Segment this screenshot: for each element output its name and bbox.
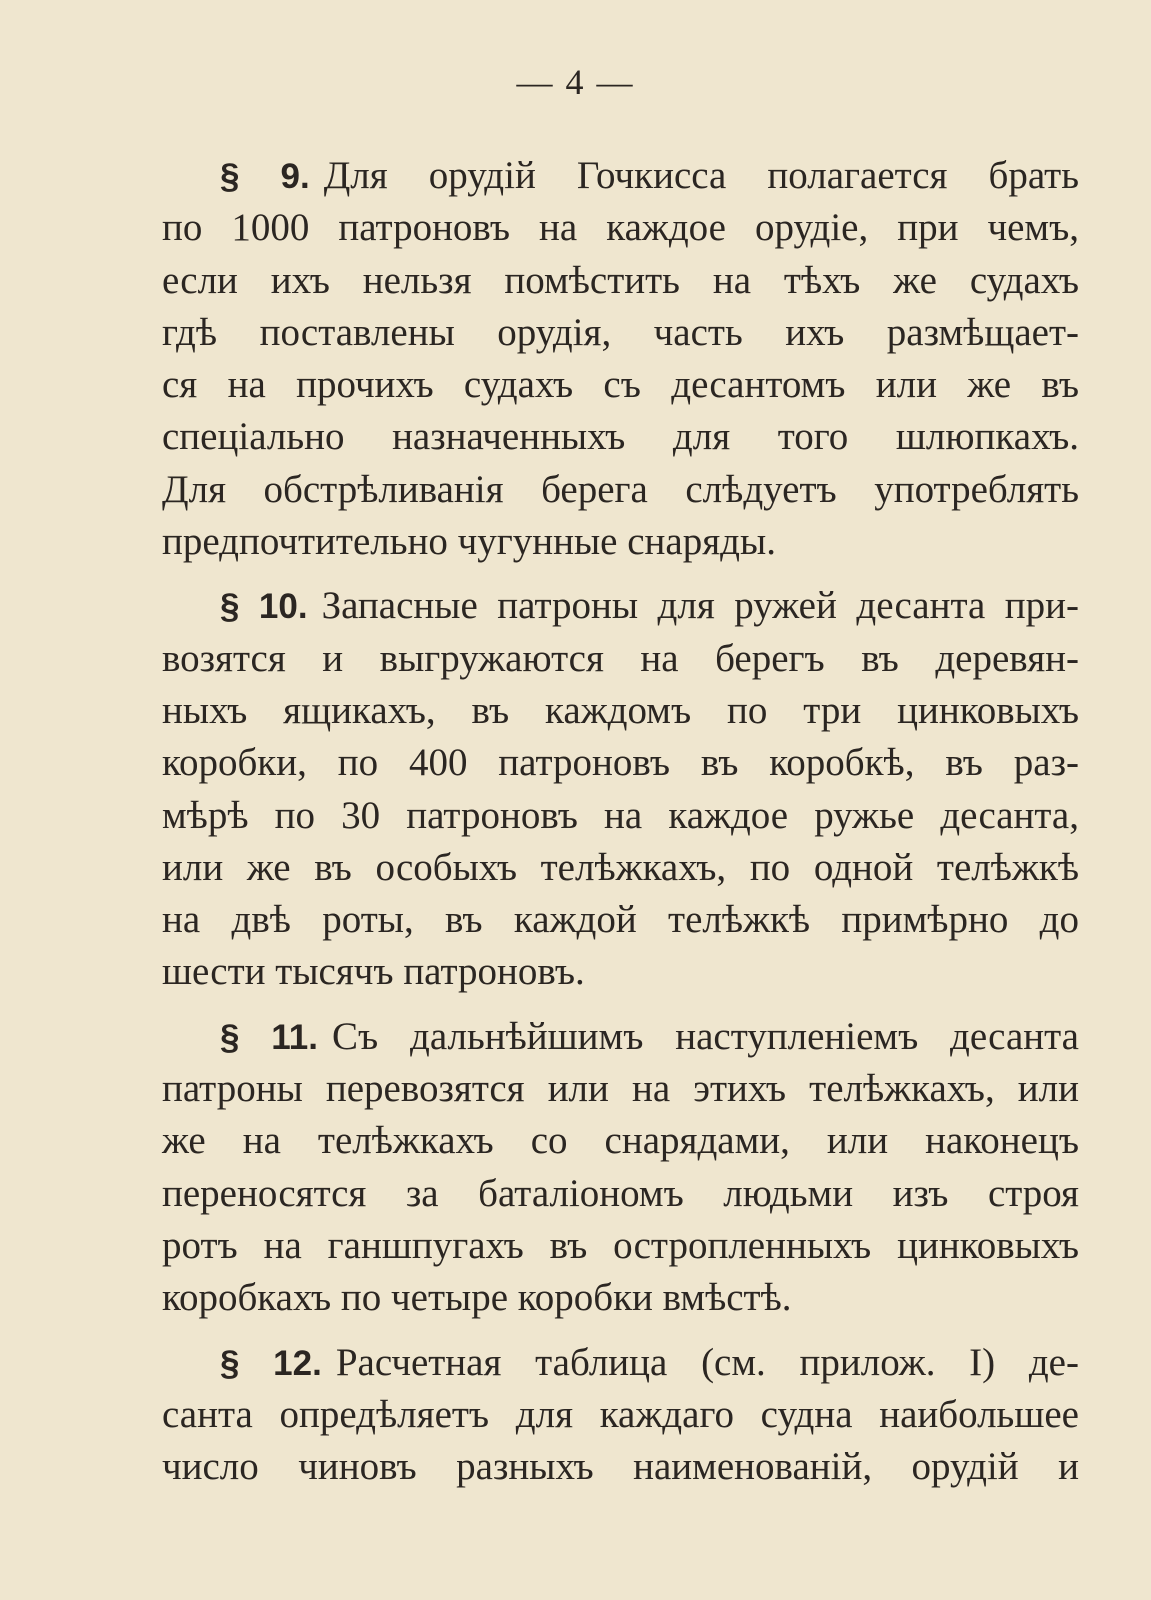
text-line: число чиновъ разныхъ наименованій, орудій и: [162, 1445, 1079, 1489]
text-line: § 11. Съ дальнѣйшимъ наступленіемъ десанта: [220, 1014, 1079, 1058]
text-line: на двѣ роты, въ каждой телѣжкѣ примѣрно до: [162, 898, 1079, 942]
text-line: § 12. Расчетная таблица (см. прилож. I) де-: [220, 1340, 1079, 1384]
text-line: переносятся за баталіономъ людьми изъ строя: [162, 1171, 1079, 1215]
text-line: гдѣ поставлены орудія, часть ихъ размѣщает-: [162, 310, 1079, 354]
text-line: предпочтительно чугунные снаряды.: [162, 520, 776, 564]
text-line: же на телѣжкахъ со снарядами, или наконецъ: [162, 1119, 1079, 1163]
paragraph-section-10: [162, 580, 1079, 998]
section-number: § 9.: [220, 157, 310, 196]
section-number: § 12.: [220, 1343, 322, 1383]
text-line: Для обстрѣливанія берега слѣдуетъ употреблять: [162, 467, 1079, 511]
text-line: санта опредѣляетъ для каждаго судна наибольшее: [162, 1392, 1079, 1436]
text-line: патроны перевозятся или на этихъ телѣжкахъ, или: [162, 1067, 1079, 1111]
paragraph-section-11: [162, 1011, 1079, 1325]
paragraph-section-12: [162, 1337, 1079, 1494]
text-line: если ихъ нельзя помѣстить на тѣхъ же судахъ: [162, 258, 1079, 302]
page-number: — 4 —: [516, 62, 635, 102]
text-line: коробкахъ по четыре коробки вмѣстѣ.: [162, 1276, 792, 1320]
text-line: мѣрѣ по 30 патроновъ на каждое ружье десанта,: [162, 793, 1079, 837]
text-line: спеціально назначенныхъ для того шлюпкахъ.: [162, 415, 1079, 459]
paragraph-section-9: [162, 150, 1079, 568]
text-line: шести тысячъ патроновъ.: [162, 950, 585, 994]
text-line: ныхъ ящикахъ, въ каждомъ по три цинковыхъ: [162, 688, 1079, 732]
text-line: § 9. Для орудій Гочкисса полагается брать: [220, 154, 1079, 197]
text-line: § 10. Запасные патроны для ружей десанта при-: [220, 584, 1079, 628]
text-line: по 1000 патроновъ на каждое орудіе, при чемъ,: [162, 206, 1079, 250]
section-number: § 11.: [220, 1017, 318, 1057]
text-line: ся на прочихъ судахъ съ десантомъ или же въ: [162, 363, 1079, 407]
text-line: ротъ на ганшпугахъ въ остропленныхъ цинковыхъ: [162, 1223, 1079, 1267]
section-number: § 10.: [220, 587, 308, 627]
text-line: возятся и выгружаются на берегъ въ деревян-: [162, 636, 1079, 680]
text-line: коробки, по 400 патроновъ въ коробкѣ, въ раз-: [162, 741, 1079, 785]
text-line: или же въ особыхъ телѣжкахъ, по одной телѣжкѣ: [162, 845, 1079, 889]
